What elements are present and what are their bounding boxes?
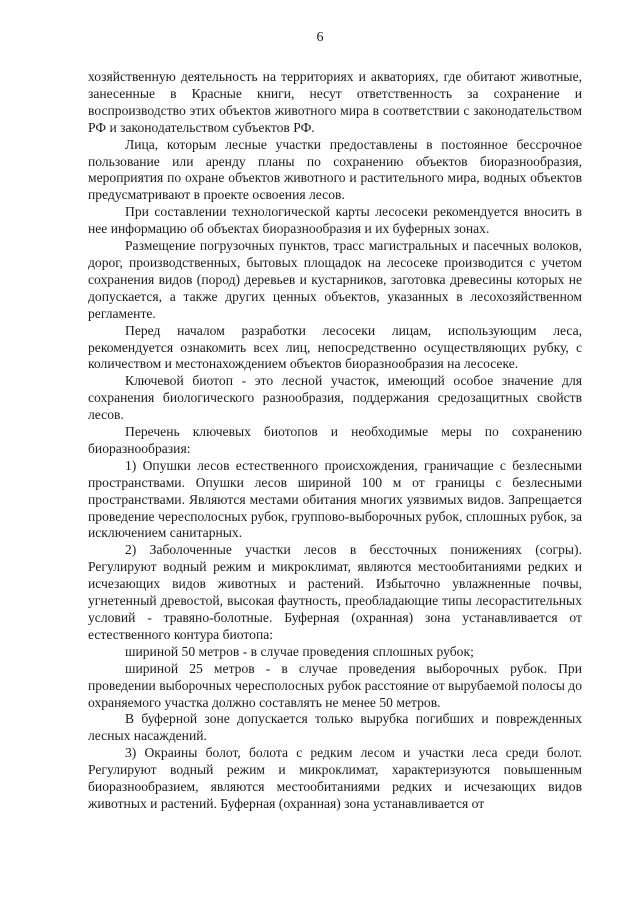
paragraph-list-intro: Перечень ключевых биотопов и необходимые меры по сохранению биоразнообразия: <box>88 424 582 456</box>
paragraph-technological-map: При составлении технологической карты лесосеки рекомендуется вносить в нее информацию об объектах биоразнообразия и их буферных зонах. <box>88 204 582 237</box>
document-body <box>88 69 582 813</box>
list-item-bog-margins: 3) Окраины болот, болота с редким лесом и участки леса среди болот. Регулируют водный режим и микроклимат, характеризуются повышенным биоразнообразием, являются местообитаниями редких и исчезающих видов животных и растений. Буферная (охранная) зона устанавливается от <box>88 745 582 811</box>
page-number: 6 <box>316 30 324 45</box>
paragraph-before-cutting: Перед началом разработки лесосеки лицам, использующим леса, рекомендуется ознакомить всех лиц, непосредственно осуществляющих рубку, с количеством и местонахождением объектов биоразнообразия на лесосеке. <box>88 322 582 372</box>
paragraph-buffer-zone-rule: В буферной зоне допускается только вырубка погибших и поврежденных лесных насаждений. <box>88 711 582 744</box>
paragraph-continuation: хозяйственную деятельность на территориях и акваториях, где обитают животные, занесенные в Красные книги, несут ответственность за сохранение и воспроизводство этих объектов животного мира в соответствии с законодательством РФ и законодательством субъектов РФ. <box>88 69 582 135</box>
paragraph-key-biotope-definition: Ключевой биотоп - это лесной участок, имеющий особое значение для сохранения биологического разнообразия, поддержания средозащитных свойств лесов. <box>88 373 582 423</box>
list-item-forest-edges: 1) Опушки лесов естественного происхождения, граничащие с безлесными пространствами. Опушки лесов шириной 100 м от границы с безлесными пространствами. Являются местами обитания многих уязвимых видов. Запрещается проведение чересполосных рубок, группово-выборочных рубок, сплошных рубок, за исключением санитарных. <box>88 457 582 541</box>
buffer-width-clear-cutting: шириной 50 метров - в случае проведения сплошных рубок; <box>125 643 474 659</box>
buffer-width-selective-cutting: шириной 25 метров - в случае проведения выборочных рубок. При проведении выборочных чересполосных рубок расстояние от вырубаемой полосы до охраняемого участка должно составлять не менее 50 метров. <box>88 660 582 710</box>
list-item-swampy-areas: 2) Заболоченные участки лесов в бессточных понижениях (согры). Регулируют водный режим и микроклимат, являются местообитаниями редких и исчезающих видов животных и растений. Избыточно увлажненные почвы, угнетенный древостой, высокая фаутность, преобладающие типы лесорастительных условий - травяно-болотные. Буферная (охранная) зона устанавливается от естественного контура биотопа: <box>88 542 582 642</box>
paragraph-forest-users-plans: Лица, которым лесные участки предоставлены в постоянное бессрочное пользование или аренду планы по сохранению объектов биоразнообразия, мероприятия по охране объектов животного и растительного мира, водных объектов предусматривают в проекте освоения лесов. <box>88 136 582 203</box>
paragraph-placement-of-points: Размещение погрузочных пунктов, трасс магистральных и пасечных волоков, дорог, производственных, бытовых площадок на лесосеке производится с учетом сохранения видов (пород) деревьев и кустарников, заготовка древесины которых не допускается, а также других ценных объектов, указанных в лесохозяйственном регламенте. <box>88 238 582 321</box>
